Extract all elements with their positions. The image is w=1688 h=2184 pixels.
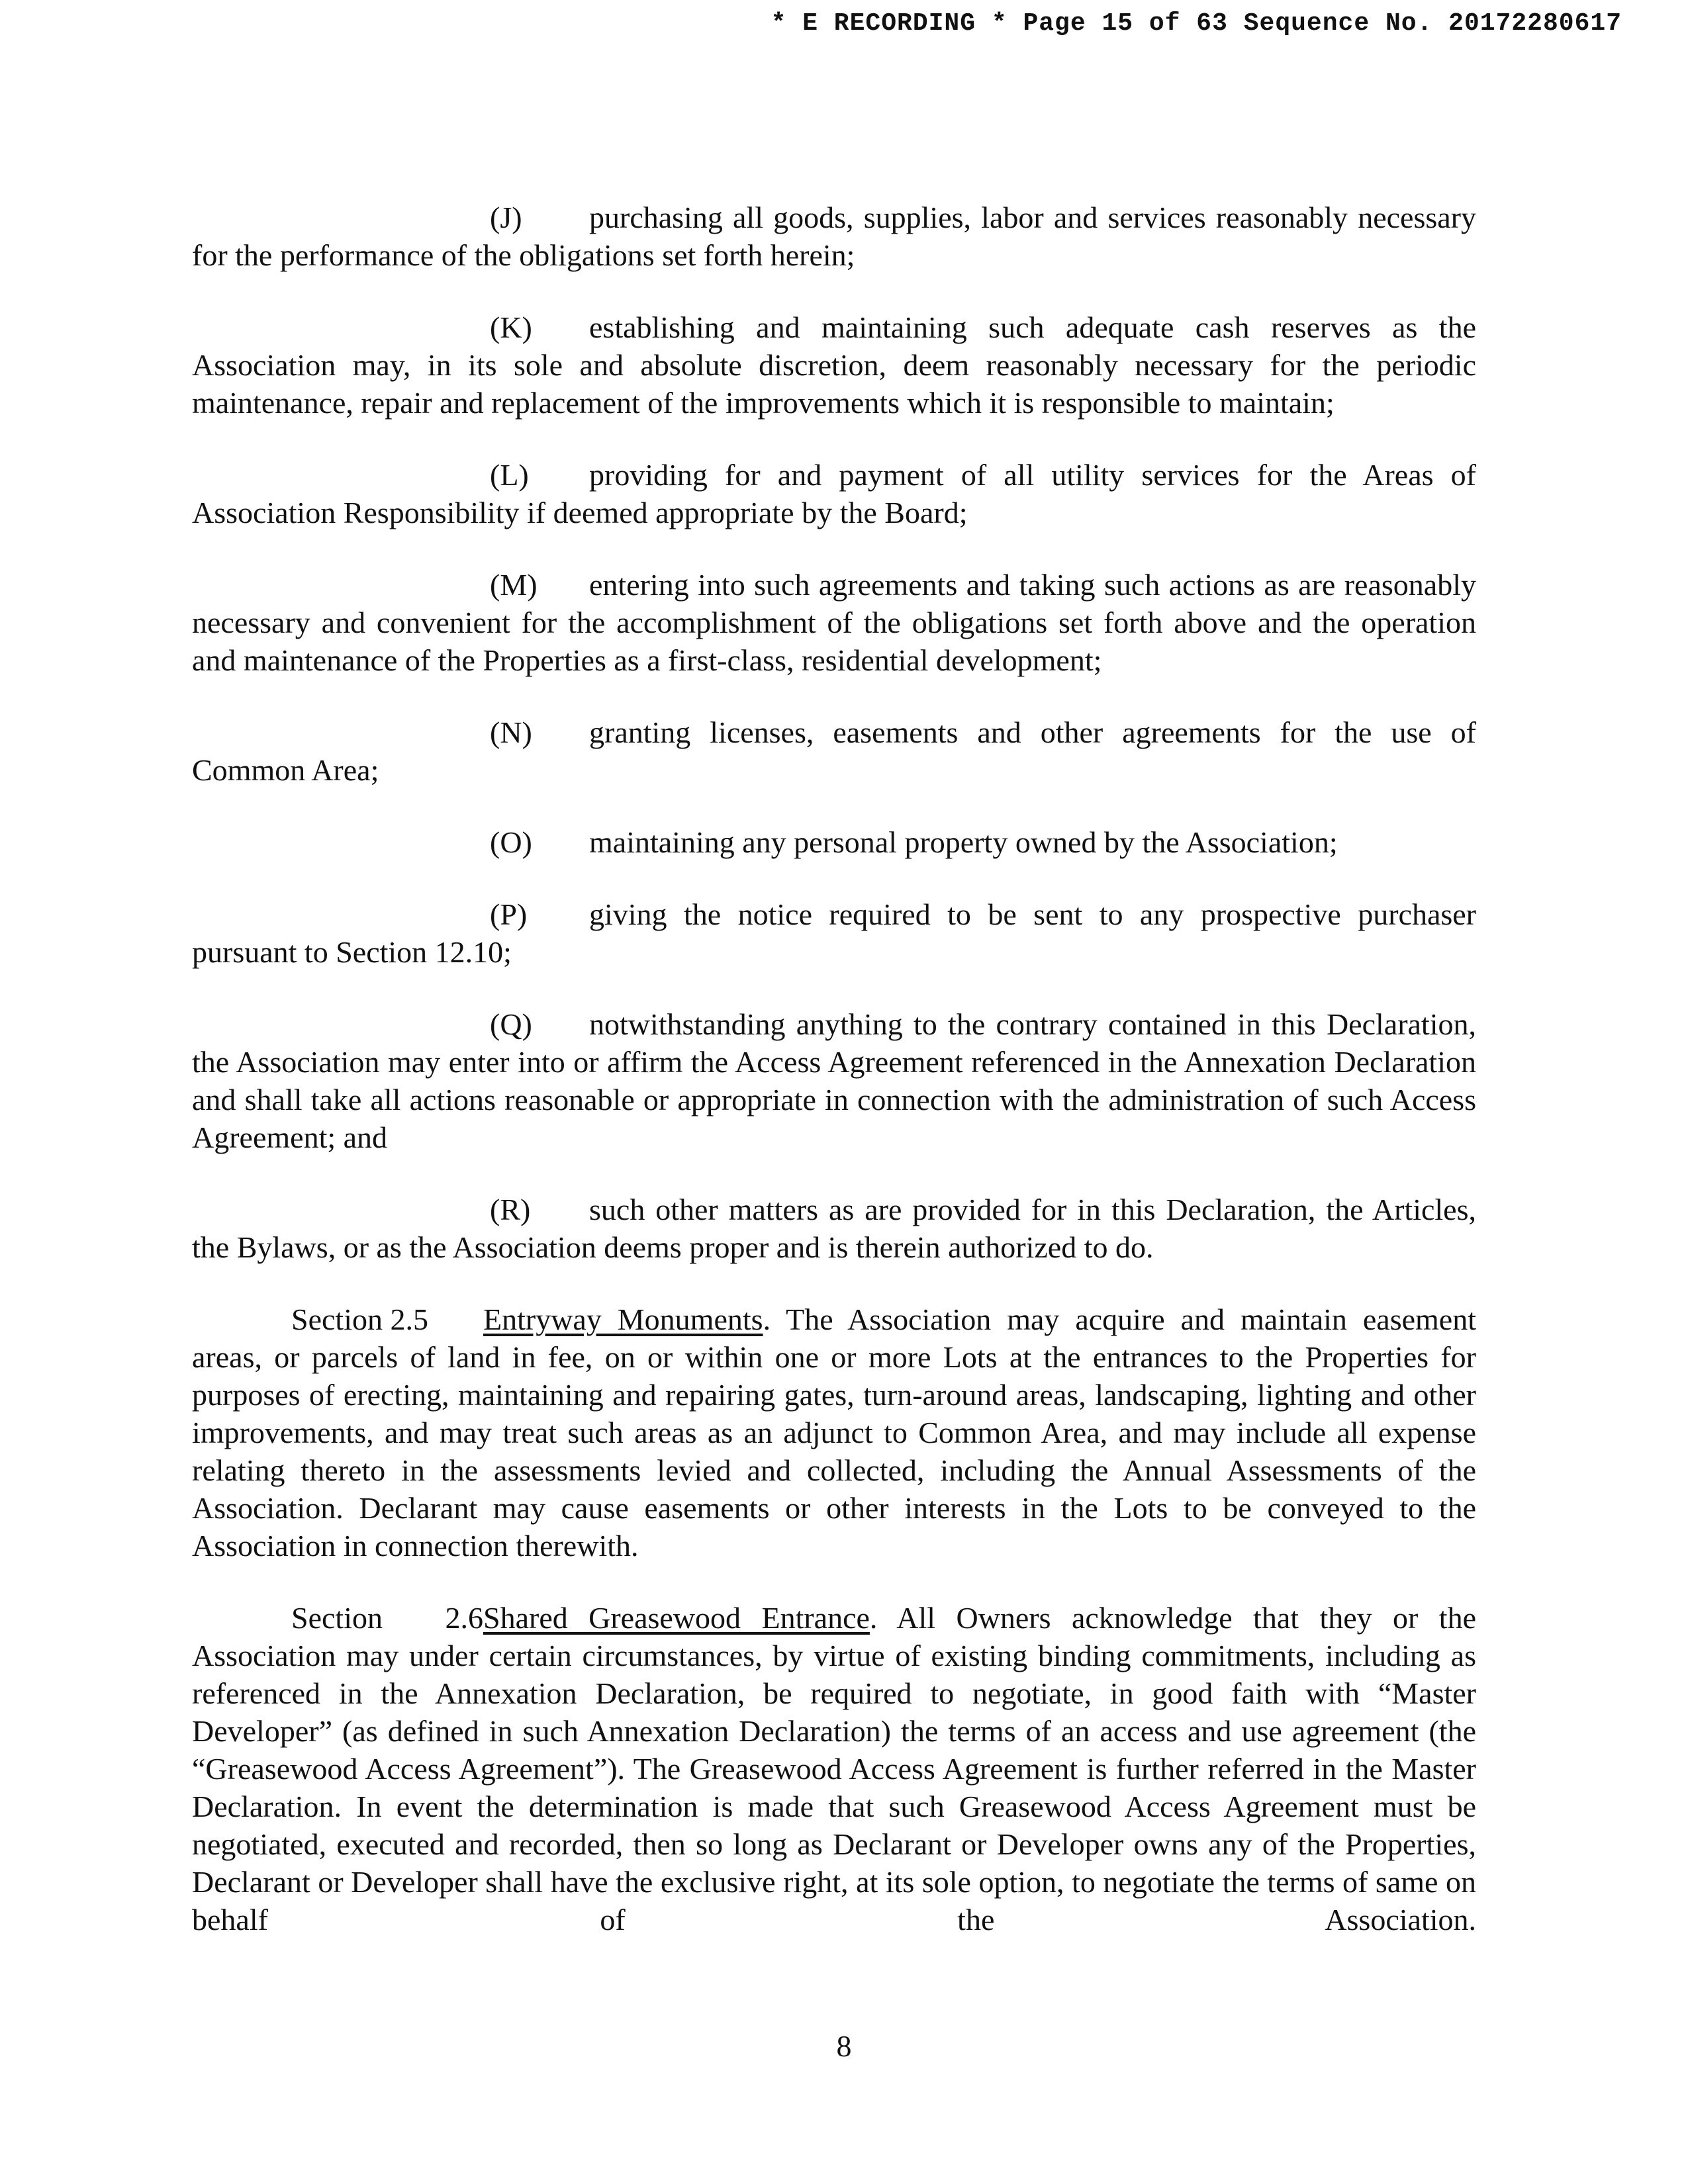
section-2-5	[192, 1300, 1476, 1565]
list-item-j	[192, 199, 1476, 274]
item-letter: (P)	[490, 897, 528, 931]
item-letter: (J)	[490, 201, 522, 234]
page-number: 8	[836, 2029, 852, 2063]
item-text: giving the notice required to be sent to any prospective purchaser pursuant to Section 12.10;	[192, 897, 1476, 969]
item-letter: (N)	[490, 715, 532, 749]
section-heading: Entryway Monuments	[483, 1302, 763, 1336]
section-heading: Shared Greasewood Entrance	[483, 1601, 870, 1635]
item-letter: (M)	[490, 568, 538, 602]
list-item-p	[192, 895, 1476, 971]
list-item-k	[192, 308, 1476, 422]
list-item-l	[192, 456, 1476, 531]
item-text: notwithstanding anything to the contrary contained in this Declaration, the Association may enter into or affirm the Access Agreement referenced in the Annexation Declaration and shall take all actions reasonable or appropriate in connection with the administration of such Access Agreement; and	[192, 1007, 1476, 1154]
section-number: Section 2.6	[291, 1601, 483, 1635]
document-body	[192, 199, 1476, 1973]
recording-stamp: * E RECORDING * Page 15 of 63 Sequence No. 20172280617	[771, 9, 1622, 38]
section-text: . All Owners acknowledge that they or the Association may under certain circumstances, by virtue of existing binding commitments, including as referenced in the Annexation Declaration, be required to negotiate, in good faith with “Master Developer” (as defined in such Annexation Declaration) the terms of an access and use agreement (the “Greasewood Access Agreement”). The Greasewood Access Agreement is further referred in the Master Declaration. In event the determination is made that such Greasewood Access Agreement must be negotiated, executed and recorded, then so long as Declarant or Developer owns any of the Properties, Declarant or Developer shall have the exclusive right, at its sole option, to negotiate the terms of same on behalf of the Association.	[192, 1601, 1476, 1936]
item-text: maintaining any personal property owned by the Association;	[589, 825, 1338, 859]
item-letter: (Q)	[490, 1007, 532, 1041]
section-2-6	[192, 1599, 1476, 1938]
list-item-r	[192, 1191, 1476, 1266]
list-item-q	[192, 1005, 1476, 1156]
section-number: Section 2.5	[291, 1302, 428, 1336]
item-text: such other matters as are provided for in this Declaration, the Articles, the Bylaws, or as the Association deems proper and is therein authorized to do.	[192, 1193, 1476, 1264]
item-text: providing for and payment of all utility services for the Areas of Association Responsibility if deemed appropriate by the Board;	[192, 458, 1476, 529]
item-letter: (K)	[490, 310, 532, 344]
item-text: establishing and maintaining such adequate cash reserves as the Association may, in its sole and absolute discretion, deem reasonably necessary for the periodic maintenance, repair and replacement of the improvements which it is responsible to maintain;	[192, 310, 1476, 420]
list-item-m	[192, 566, 1476, 679]
item-text: entering into such agreements and taking such actions as are reasonably necessary and convenient for the accomplishment of the obligations set forth above and the operation and maintenance of the Properties as a first-class, residential development;	[192, 568, 1476, 677]
list-item-n	[192, 713, 1476, 789]
list-item-o	[192, 823, 1476, 861]
item-text: granting licenses, easements and other agreements for the use of Common Area;	[192, 715, 1476, 787]
item-letter: (L)	[490, 458, 529, 492]
item-letter: (R)	[490, 1193, 531, 1226]
item-letter: (O)	[490, 825, 532, 859]
section-text: . The Association may acquire and maintain easement areas, or parcels of land in fee, on or within one or more Lots at the entrances to the Properties for purposes of erecting, maintaining and repairing gates, turn-around areas, landscaping, lighting and other improvements, and may treat such areas as an adjunct to Common Area, and may include all expense relating thereto in the assessments levied and collected, including the Annual Assessments of the Association. Declarant may cause easements or other interests in the Lots to be conveyed to the Association in connection therewith.	[192, 1302, 1476, 1563]
item-text: purchasing all goods, supplies, labor and services reasonably necessary for the performance of the obligations set forth herein;	[192, 201, 1476, 272]
